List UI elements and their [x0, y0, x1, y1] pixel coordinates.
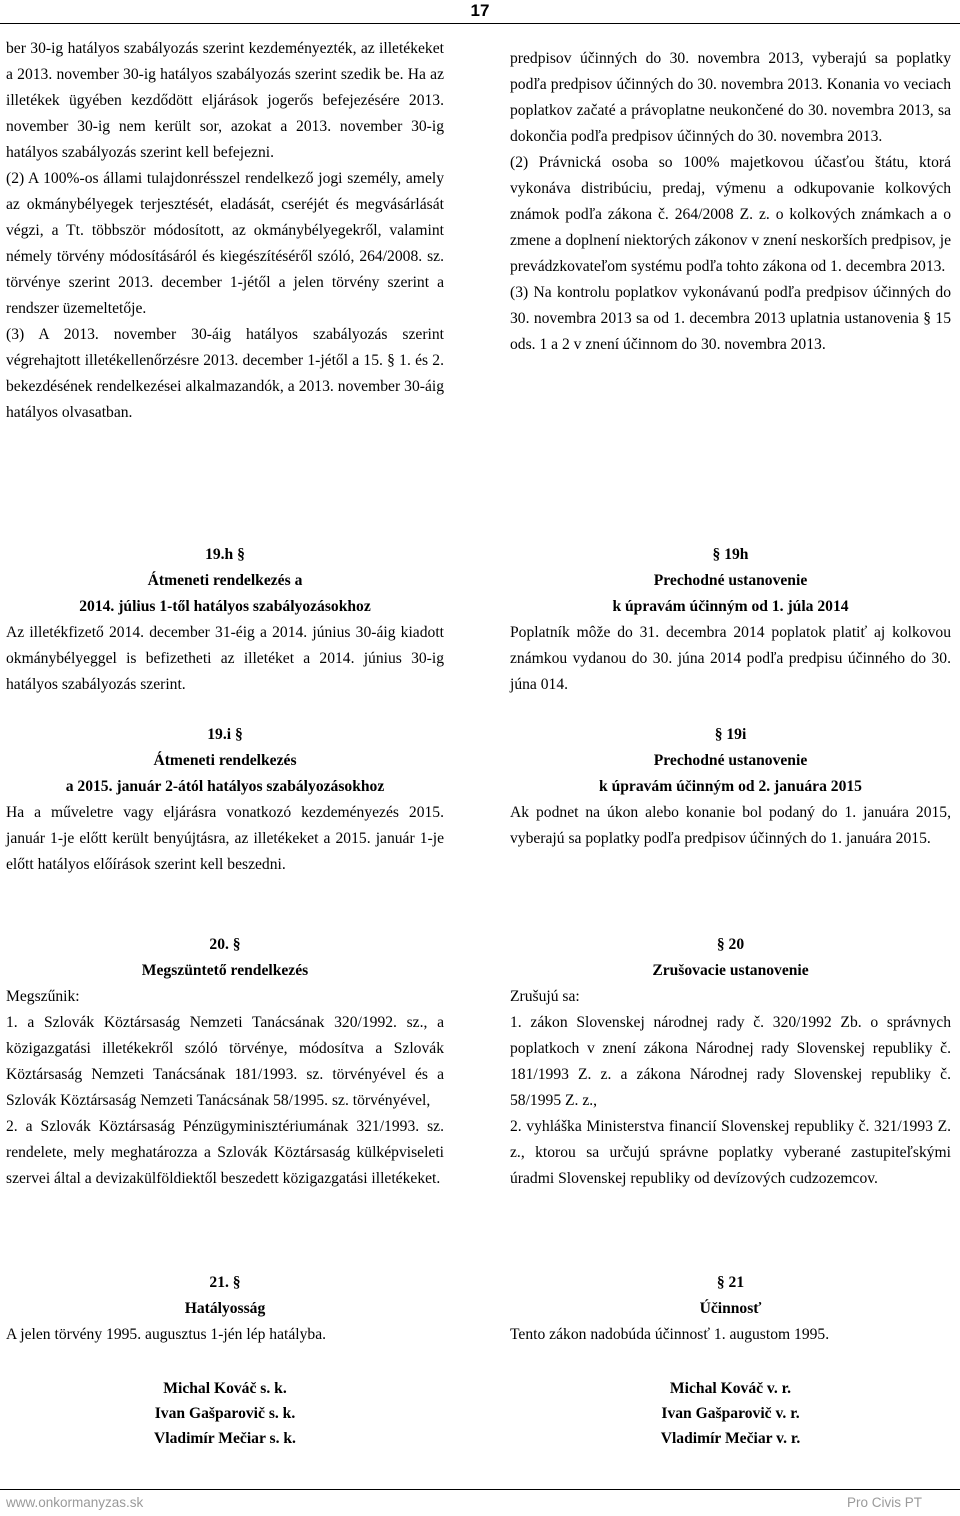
hu-section-20 [6, 932, 444, 1192]
hu-21-title: Hatályosság [184, 1300, 266, 1317]
header-rule [0, 23, 960, 24]
sk-20-item-1: 1. zákon Slovenskej národnej rady č. 320/1992 Zb. o správnych poplatkoch v znení zákona Národnej rady Slovenskej republiky č. 181/1993 Z. z. a zákona Národnej rady Slovenskej republiky č. 58/1995 Z. z., [510, 1014, 951, 1109]
hu-transitional-paragraphs [6, 36, 444, 426]
hu-19i-title-1: Átmeneti rendelkezés [153, 752, 297, 769]
sk-21-text: Tento zákon nadobúda účinnosť 1. augustom 1995. [510, 1326, 830, 1343]
sk-paragraph-3: (3) Na kontrolu poplatkov vykonávanú podľa predpisov účinných do 30. novembra 2013 sa od 1. decembra 2013 uplatnia ustanovenia § 15 ods. 1 a 2 v znení účinnom do 30. novembra 2013. [510, 284, 951, 353]
footer-publisher: Pro Civis PT [846, 1495, 922, 1510]
hu-21-number: 21. § [209, 1274, 241, 1291]
sk-19i-text: Ak podnet na úkon alebo konanie bol podaný do 1. januára 2015, vyberajú sa poplatky podľa predpisov účinných do 1. januára 2015. [510, 804, 951, 847]
hu-20-title: Megszüntető rendelkezés [141, 962, 309, 979]
hu-signature-3: Vladimír Mečiar s. k. [154, 1430, 296, 1447]
hu-19i-title-2: a 2015. január 2-ától hatályos szabályozásokhoz [65, 778, 385, 795]
footer-rule [0, 1489, 960, 1490]
hu-19i-number: 19.i § [207, 726, 243, 743]
hu-intro-paragraph: ber 30-ig hatályos szabályozás szerint kezdeményezték, az illetékeket a 2013. november 30-ig hatályos szabályozás szerint szedik be. Ha az illetékek ügyében kezdődött eljárások jogerős befejezésére 2013. november 30-ig nem került sor, azokat a 2013. november 30-ig hatályos szabályozás szerint kell befejezni. [6, 40, 444, 161]
sk-signature-2: Ivan Gašparovič v. r. [661, 1405, 800, 1422]
hu-paragraph-2: (2) A 100%-os állami tulajdonrésszel rendelkező jogi személy, amely az okmánybélyegek terjesztését, eladását, cseréjét és megvásárlását végzi, a Tt. többször módosított, az okmánybélyegekről, valamint némely törvény módosításáról és kiegészítéséről szóló, 264/2008. sz. törvénye szerint 2013. december 1-jétől a jelen törvény szerint a rendszer üzemeltetője. [6, 170, 444, 317]
sk-paragraph-2: (2) Právnická osoba so 100% majetkovou účasťou štátu, ktorá vykonáva distribúciu, predaj, výmenu a odkupovanie kolkových známok podľa zákona č. 264/2008 Z. z. o kolkových známkach a o zmene a doplnení niektorých zákonov v znení neskorších predpisov, je prevádzkovateľom systému podľa tohto zákona od 1. decembra 2013. [510, 154, 951, 275]
hu-20-item-1: 1. a Szlovák Köztársaság Nemzeti Tanácsának 320/1992. sz., a közigazgatási illetékekről szóló törvénye, módosítva a Szlovák Köztársaság Nemzeti Tanácsának 181/1993. sz. törvényével és a Szlovák Köztársaság Nemzeti Tanácsának 58/1995. sz. törvényével, [6, 1014, 444, 1109]
sk-section-19i [510, 722, 951, 852]
hu-20-item-2: 2. a Szlovák Köztársaság Pénzügyminisztériumának 321/1993. sz. rendelete, mely meghatározza a Szlovák Köztársaság külképviseleti szervei által a devizakülföldiektől beszedett közigazgatási illetékeket. [6, 1118, 444, 1187]
sk-21-title: Účinnosť [699, 1300, 762, 1317]
hu-20-intro: Megszűnik: [6, 988, 80, 1005]
sk-21-number: § 21 [716, 1274, 745, 1291]
hu-paragraph-3: (3) A 2013. november 30-áig hatályos szabályozás szerint végrehajtott illetékellenőrzésre 2013. december 1-jétől a 15. § 1. és 2. bekezdésének rendelkezései alkalmazandók, a 2013. november 30-áig hatályos olvasatban. [6, 326, 444, 421]
sk-section-19h [510, 542, 951, 698]
sk-transitional-paragraphs [510, 46, 951, 358]
sk-section-21 [510, 1270, 951, 1348]
sk-19h-title-1: Prechodné ustanovenie [653, 572, 808, 589]
sk-20-intro: Zrušujú sa: [510, 988, 580, 1005]
sk-20-item-2: 2. vyhláška Ministerstva financií Slovenskej republiky č. 321/1993 Z. z., ktorou sa určujú správne poplatky vyberané zastupiteľskými úradmi Slovenskej republiky od devízových cudzozemcov. [510, 1118, 951, 1187]
page-number: 17 [470, 1, 490, 20]
sk-signature-3: Vladimír Mečiar v. r. [660, 1430, 801, 1447]
hu-19h-title-1: Átmeneti rendelkezés a [147, 572, 303, 589]
sk-19h-title-2: k úpravám účinným od 1. júla 2014 [612, 598, 849, 615]
hu-section-19i [6, 722, 444, 878]
sk-intro-paragraph: predpisov účinných do 30. novembra 2013, vyberajú sa poplatky podľa predpisov účinných do 30. novembra 2013. Konania vo veciach poplatkov začaté a právoplatne neukončené do 30. novembra 2013, sa dokončia podľa predpisov účinných do 30. novembra 2013. [510, 50, 951, 145]
hu-signature-1: Michal Kováč s. k. [163, 1380, 287, 1397]
sk-19i-title-2: k úpravám účinným od 2. januára 2015 [599, 778, 862, 795]
sk-19h-number: § 19h [712, 546, 749, 563]
sk-signatures [510, 1376, 951, 1451]
hu-signature-2: Ivan Gašparovič s. k. [154, 1405, 296, 1422]
hu-21-text: A jelen törvény 1995. augusztus 1-jén lép hatályba. [6, 1326, 327, 1343]
hu-section-19h [6, 542, 444, 698]
sk-19i-title-1: Prechodné ustanovenie [653, 752, 808, 769]
sk-section-20 [510, 932, 951, 1192]
hu-19i-text: Ha a műveletre vagy eljárásra vonatkozó kezdeményezés 2015. január 1-je előtt került benyújtásra, az illetékeket a 2015. január 1-je előtt hatályos előírások szerint kell beszedni. [6, 804, 444, 873]
sk-20-title: Zrušovacie ustanovenie [652, 962, 809, 979]
sk-20-number: § 20 [716, 936, 745, 953]
sk-signature-1: Michal Kováč v. r. [669, 1380, 792, 1397]
hu-signatures [6, 1376, 444, 1451]
sk-19i-number: § 19i [714, 726, 747, 743]
sk-19h-text: Poplatník môže do 31. decembra 2014 poplatok platiť aj kolkovou známkou vydanou do 30. júna 2014 podľa predpisu účinného do 30. júna 014. [510, 624, 951, 693]
hu-19h-text: Az illetékfizető 2014. december 31-éig a 2014. június 30-áig kiadott okmánybélyeggel is befizetheti az illetéket a 2014. június 30-ig hatályos szabályozás szerint. [6, 624, 444, 693]
hu-section-21 [6, 1270, 444, 1348]
footer-website: www.onkormanyzas.sk [6, 1495, 144, 1510]
hu-20-number: 20. § [209, 936, 241, 953]
hu-19h-title-2: 2014. július 1-től hatályos szabályozásokhoz [79, 598, 371, 615]
hu-19h-number: 19.h § [205, 546, 245, 563]
